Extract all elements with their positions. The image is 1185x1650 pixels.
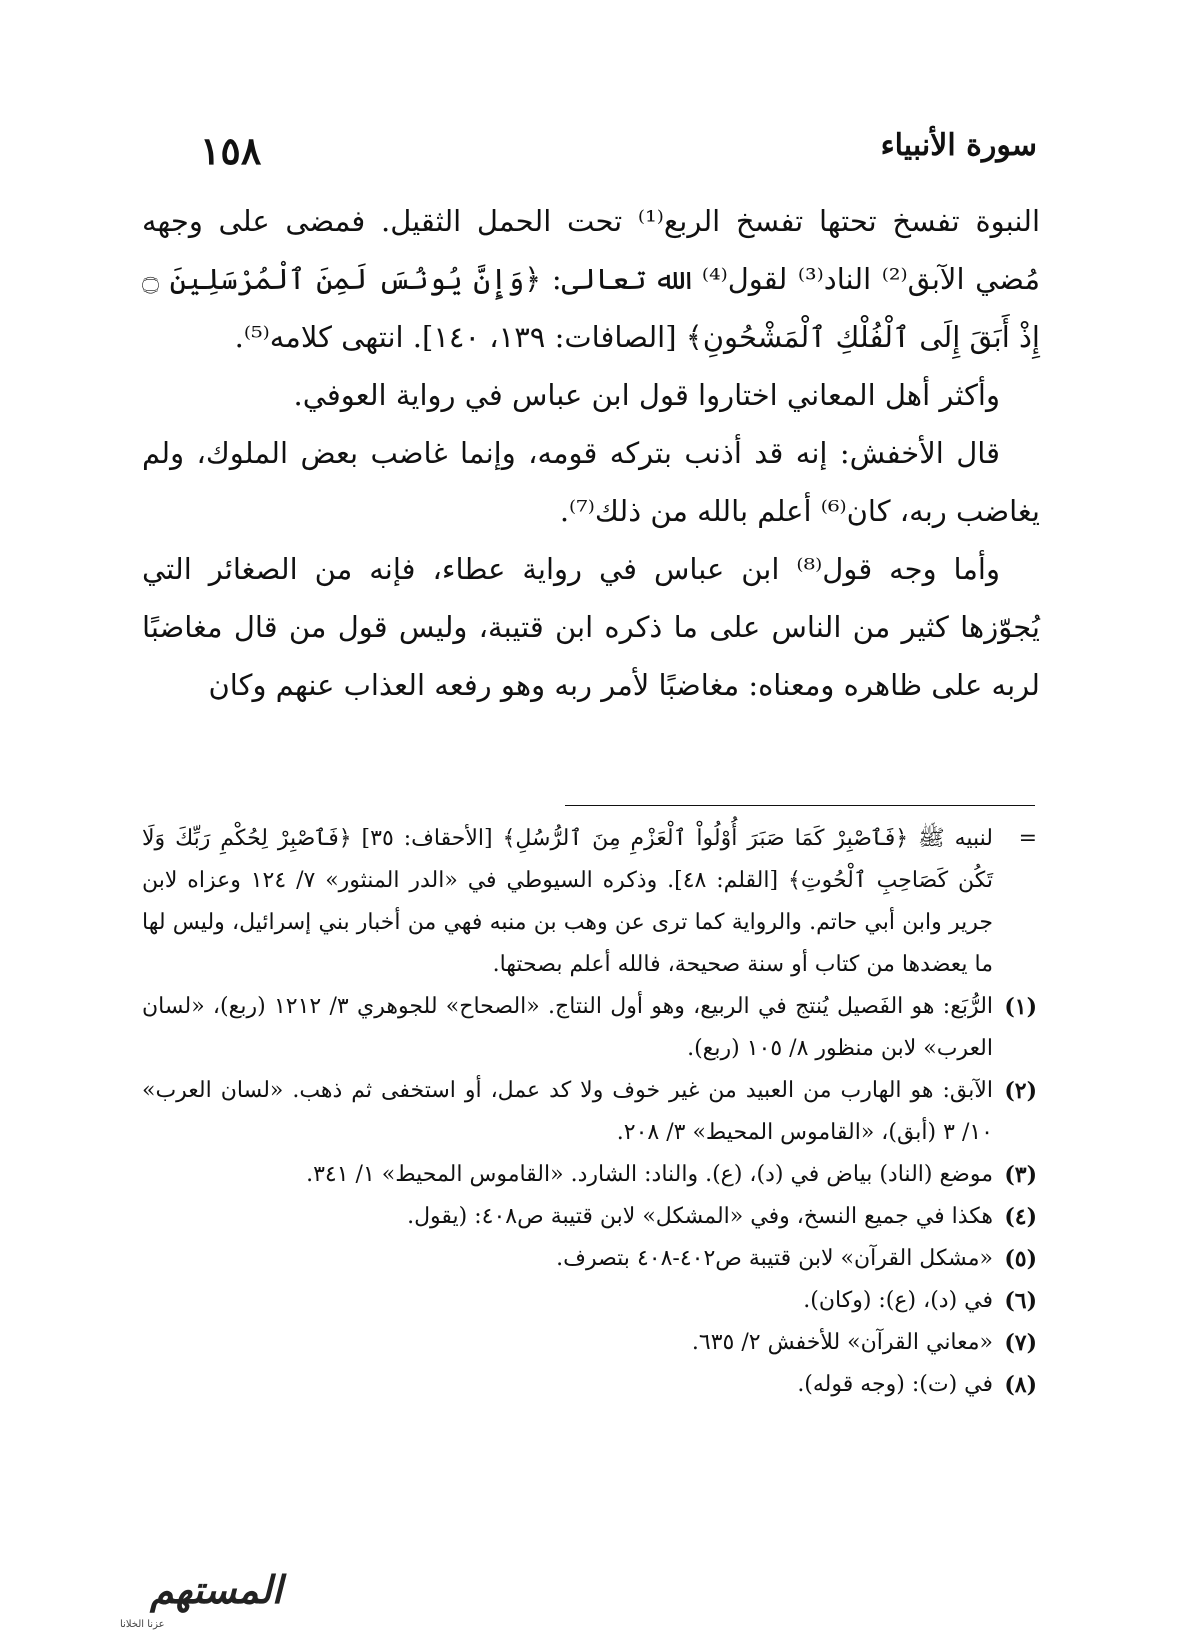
footnote-divider — [565, 805, 1035, 806]
footnote — [142, 1280, 1037, 1322]
surah-title: سورة الأنبياء — [880, 128, 1037, 163]
page-number: ١٥٨ — [200, 128, 262, 173]
footnote-number: (٨) — [1004, 1372, 1037, 1398]
footnote-text: في (د)، (ع): (وكان). — [803, 1288, 993, 1313]
footnote — [142, 1196, 1037, 1238]
footnote-number: (٤) — [1004, 1204, 1037, 1230]
publisher-logo — [10, 1555, 283, 1635]
footnote-text: الآبق: هو الهارب من العبيد من غير خوف ولا كد عمل، أو استخفى ثم ذهب. «لسان العرب» ١٠/ ٣ (أبق)، «القاموس المحيط» ٣/ ٢٠٨. — [142, 1078, 993, 1145]
logo-text: المستهم — [150, 1567, 283, 1612]
footnote — [142, 986, 1037, 1070]
paragraph: قال الأخفش: إنه قد أذنب بتركه قومه، وإنما غاضب بعض الملوك، ولم يغاضب ربه، كان⁽⁶⁾ أعلم بالله من ذلك⁽⁷⁾. — [142, 436, 1040, 528]
footnote-number: (٣) — [1004, 1162, 1037, 1188]
paragraph: النبوة تفسخ تحتها تفسخ الربع⁽¹⁾ تحت الحمل الثقيل. فمضى على وجهه مُضي الآبق⁽²⁾ الناد⁽³⁾ لقول⁽⁴⁾ الله تعالى: ﴿وَإِنَّ يُونُسَ لَمِنَ ٱلْمُرْسَلِينَ ۝ إِذْ أَبَقَ إِلَى ٱلْفُلْكِ ٱلْمَشْحُونِ﴾ [الصافات: ١٣٩، ١٤٠]. انتهى كلامه⁽⁵⁾. — [142, 204, 1041, 354]
logo-subtext: عزنا الخلانا — [120, 1619, 165, 1630]
footnote-text: هكذا في جميع النسخ، وفي «المشكل» لابن قتيبة ص٤٠٨: (يقول. — [407, 1204, 993, 1229]
footnote — [142, 1070, 1037, 1154]
footnote-text: «مشكل القرآن» لابن قتيبة ص٤٠٢-٤٠٨ بتصرف. — [556, 1246, 993, 1271]
footnote-text: «معاني القرآن» للأخفش ٢/ ٦٣٥. — [691, 1330, 993, 1355]
footnote-number: (٦) — [1004, 1288, 1037, 1314]
footnote-text: الرُّبَع: هو الفَصيل يُنتج في الربيع، وهو أول النتاج. «الصحاح» للجوهري ٣/ ١٢١٢ (ربع)، «لسان العرب» لابن منظور ٨/ ١٠٥ (ربع). — [142, 994, 994, 1061]
footnote — [142, 1322, 1037, 1364]
page-header — [200, 120, 1037, 180]
footnote-number: (١) — [1004, 994, 1037, 1020]
paragraph: وأكثر أهل المعاني اختاروا قول ابن عباس في رواية العوفي. — [293, 378, 1000, 412]
footnote-text: لنبيه ﷺ ﴿فَٱصْبِرْ كَمَا صَبَرَ أُوْلُواْ ٱلْعَزْمِ مِنَ ٱلرُّسُلِ﴾ [الأحقاف: ٣٥] ﴿فَٱصْبِرْ لِحُكْمِ رَبِّكَ وَلَا تَكُن كَصَاحِبِ ٱلْحُوتِ﴾ [القلم: ٤٨]. وذكره السيوطي في «الدر المنثور» ٧/ ١٢٤ وعزاه لابن جرير وابن أبي حاتم. والرواية كما ترى عن وهب بن منبه فهي من أخبار بني إسرائيل، وليس لها ما يعضدها من كتاب أو سنة صحيحة، فالله أعلم بصحتها. — [142, 826, 994, 977]
footnote-text: موضع (الناد) بياض في (د)، (ع). والناد: الشارد. «القاموس المحيط» ١/ ٣٤١. — [306, 1162, 993, 1187]
footnote — [142, 1154, 1037, 1196]
footnote — [142, 1364, 1037, 1406]
footnote-number: (٧) — [1004, 1330, 1037, 1356]
footnote-number: (٥) — [1004, 1246, 1037, 1272]
paragraph: وأما وجه قول⁽⁸⁾ ابن عباس في رواية عطاء، فإنه من الصغائر التي يُجوّزها كثير من الناس على ما ذكره ابن قتيبة، وليس قول من قال مغاضبًا لربه على ظاهره ومعناه: مغاضبًا لأمر ربه وهو رفعه العذاب عنهم وكان — [142, 552, 1040, 702]
footnote-text: في (ت): (وجه قوله). — [797, 1372, 993, 1397]
footnote-continuation — [142, 818, 1037, 986]
main-text — [142, 192, 1040, 714]
footnote-number: (٢) — [1004, 1078, 1037, 1104]
footnotes — [142, 818, 1037, 1406]
continuation-marker: = — [1018, 826, 1037, 851]
footnote — [142, 1238, 1037, 1280]
